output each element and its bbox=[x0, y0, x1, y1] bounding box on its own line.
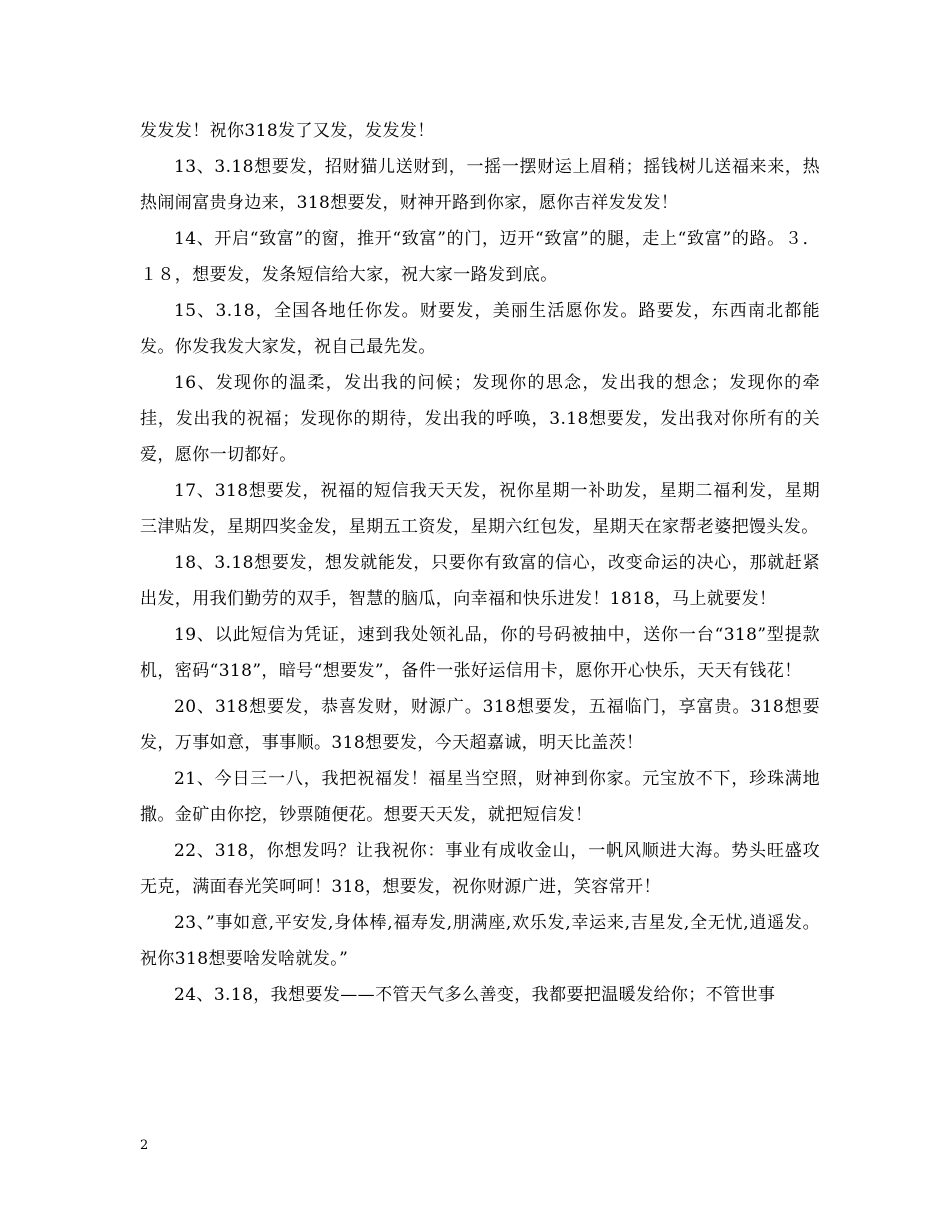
paragraph-19: 19、以此短信为凭证，速到我处领礼品，你的号码被抽中，送你一台“318”型提款机，密码“318”，暗号“想要发”，备件一张好运信用卡，愿你开心快乐，天天有钱花！ bbox=[140, 625, 820, 681]
paragraph-23: 23、”事如意,平安发,身体棒,福寿发,朋满座,欢乐发,幸运来,吉星发,全无忧,逍遥发。祝你318想要啥发啥就发。” bbox=[140, 913, 820, 969]
paragraph-21: 21、今日三一八，我把祝福发！福星当空照，财神到你家。元宝放不下，珍珠满地撒。金矿由你挖，钞票随便花。想要天天发，就把短信发！ bbox=[140, 769, 820, 825]
paragraph-22: 22、318，你想发吗？让我祝你：事业有成收金山，一帆风顺进大海。势头旺盛攻无克，满面春光笑呵呵！318，想要发，祝你财源广进，笑容常开！ bbox=[140, 841, 820, 897]
paragraph-14: 14、开启“致富”的窗，推开“致富”的门，迈开“致富”的腿，走上“致富”的路。３．１８，想要发，发条短信给大家，祝大家一路发到底。 bbox=[140, 229, 820, 285]
paragraph-20: 20、318想要发，恭喜发财，财源广。318想要发，五福临门，享富贵。318想要发，万事如意，事事顺。318想要发，今天超嘉诚，明天比盖茨！ bbox=[140, 697, 820, 753]
paragraph-24: 24、3.18，我想要发——不管天气多么善变，我都要把温暖发给你；不管世事 bbox=[174, 985, 776, 1005]
paragraph-18: 18、3.18想要发，想发就能发，只要你有致富的信心，改变命运的决心，那就赶紧出发，用我们勤劳的双手，智慧的脑瓜，向幸福和快乐进发！1818，马上就要发！ bbox=[140, 553, 820, 609]
document-body bbox=[140, 113, 820, 1013]
paragraph-13: 13、3.18想要发，招财猫儿送财到，一摇一摆财运上眉稍；摇钱树儿送福来来，热热闹闹富贵身边来，318想要发，财神开路到你家，愿你吉祥发发发！ bbox=[140, 157, 820, 213]
continuation-paragraph: 发发发！祝你318发了又发，发发发！ bbox=[140, 121, 435, 141]
paragraph-17: 17、318想要发，祝福的短信我天天发，祝你星期一补助发，星期二福利发，星期三津贴发，星期四奖金发，星期五工资发，星期六红包发，星期天在家帮老婆把馒头发。 bbox=[140, 481, 820, 537]
paragraph-16: 16、发现你的温柔，发出我的问候；发现你的思念，发出我的想念；发现你的牵挂，发出我的祝福；发现你的期待，发出我的呼唤，3.18想要发，发出我对你所有的关爱，愿你一切都好。 bbox=[140, 373, 820, 465]
page-number: 2 bbox=[140, 1138, 149, 1153]
paragraph-15: 15、3.18，全国各地任你发。财要发，美丽生活愿你发。路要发，东西南北都能发。你发我发大家发，祝自己最先发。 bbox=[140, 301, 820, 357]
